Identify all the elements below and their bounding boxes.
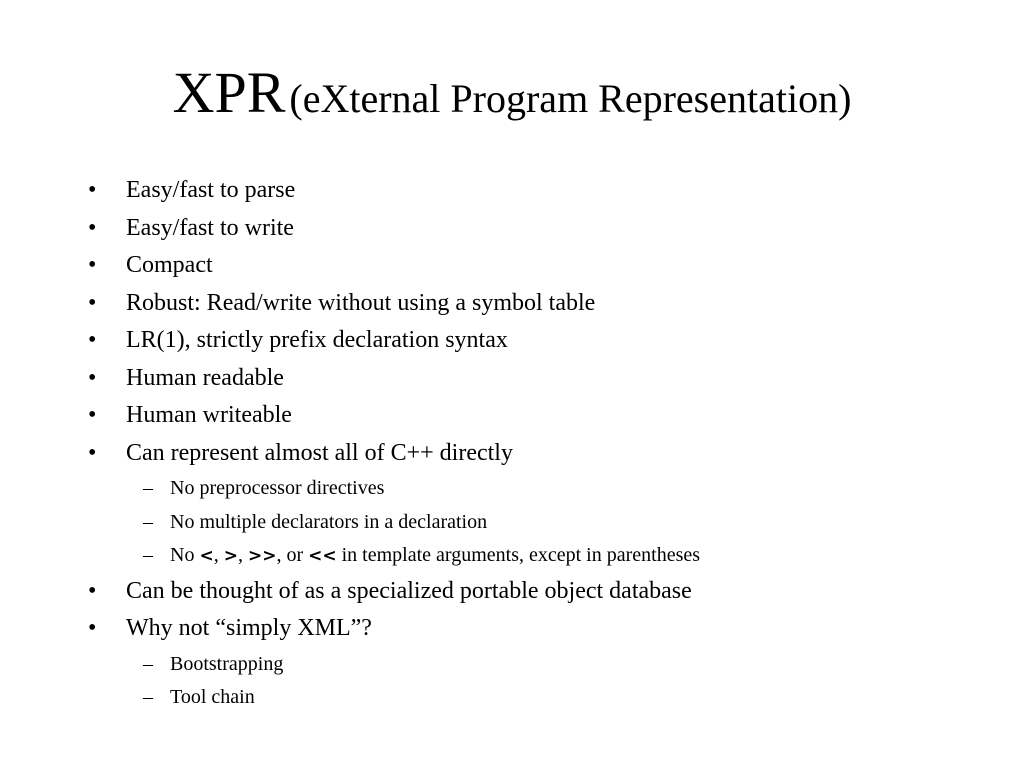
bullet-marker: • (88, 615, 97, 641)
right-shift-symbol: >> (247, 546, 277, 566)
sub-bullet-marker: – (143, 477, 153, 499)
bullet-item (88, 210, 988, 248)
sub-bullet-text: No preprocessor directives (170, 477, 385, 499)
bullet-text: Easy/fast to parse (126, 177, 296, 203)
bullet-item (88, 360, 988, 398)
sub-bullet-item (88, 681, 988, 715)
bullet-text: Can be thought of as a specialized portable object database (126, 577, 692, 604)
text-fragment: , or (276, 544, 309, 566)
bullet-text: Compact (126, 252, 213, 278)
text-fragment: in template arguments, except in parentheses (336, 544, 701, 566)
greater-than-symbol: > (223, 546, 238, 566)
bullet-text: LR(1), strictly prefix declaration syntax (126, 327, 508, 353)
bullet-item (88, 322, 988, 360)
sub-bullet-marker: – (143, 652, 153, 675)
bullet-marker: • (88, 289, 97, 316)
sub-bullet-item (88, 472, 988, 506)
bullet-marker: • (88, 439, 97, 466)
bullet-item (88, 247, 988, 285)
bullet-marker: • (88, 577, 97, 604)
title-main: XPR (172, 60, 286, 125)
bullet-list (88, 172, 988, 715)
sub-bullet-text: No multiple declarators in a declaration (170, 510, 488, 533)
bullet-text: Easy/fast to write (126, 214, 294, 241)
bullet-marker: • (88, 402, 97, 428)
bullet-item (88, 573, 988, 611)
bullet-item (88, 285, 988, 323)
sub-bullet-item (88, 539, 988, 573)
sub-bullet-text: Bootstrapping (170, 652, 284, 675)
bullet-marker: • (88, 252, 97, 278)
title-subtitle: (eXternal Program Representation) (289, 76, 852, 121)
left-shift-symbol: << (308, 546, 337, 566)
sub-bullet-item (88, 648, 988, 682)
bullet-marker: • (88, 327, 97, 353)
text-fragment: , (237, 544, 248, 566)
sub-bullet-marker: – (143, 686, 153, 708)
sub-bullet-text: Tool chain (170, 686, 255, 708)
sub-bullet-item (88, 506, 988, 540)
sub-bullet-text (170, 539, 700, 574)
bullet-marker: • (88, 214, 97, 241)
bullet-text: Why not “simply XML”? (126, 615, 372, 641)
sub-bullet-marker: – (143, 544, 153, 566)
text-fragment: No (170, 544, 200, 566)
less-than-symbol: < (199, 546, 214, 566)
sub-bullet-marker: – (143, 510, 153, 533)
bullet-item (88, 397, 988, 435)
bullet-marker: • (88, 364, 97, 391)
bullet-item (88, 435, 988, 473)
bullet-text: Human writeable (126, 402, 292, 428)
bullet-item (88, 610, 988, 648)
bullet-item (88, 172, 988, 210)
bullet-marker: • (88, 177, 97, 203)
text-fragment: , (213, 544, 224, 566)
bullet-text: Can represent almost all of C++ directly (126, 439, 513, 466)
bullet-text: Human readable (126, 364, 284, 391)
bullet-text: Robust: Read/write without using a symbol table (126, 289, 596, 316)
slide-title (0, 60, 1024, 125)
